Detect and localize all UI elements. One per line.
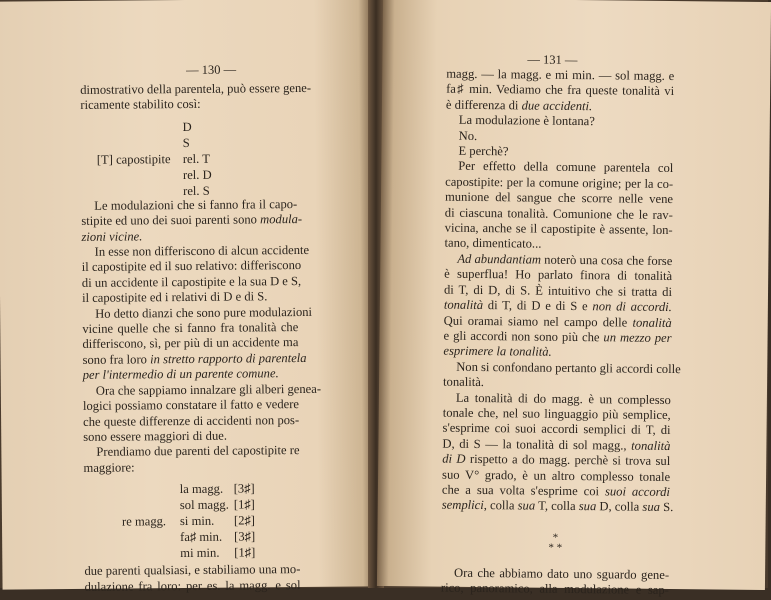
table-accidentals: [1♯] xyxy=(233,497,255,512)
text-line: vicine quelle che si fanno fra tonalità che xyxy=(82,320,299,336)
text-line: maggiore: xyxy=(83,460,135,475)
text-line: vicina, anche se il capostipite è assente, lon- xyxy=(444,220,673,238)
table-key: si min. xyxy=(179,513,215,529)
text-line: logici possiamo constatare il fatto e vedere xyxy=(82,397,300,413)
table-key: fa♯ min. xyxy=(180,529,223,545)
text-line: di un accidente il capostipite e la sua D e S, xyxy=(81,273,302,290)
table-key: la magg. xyxy=(179,481,224,497)
table-key: sol magg. xyxy=(179,497,229,513)
text-line: tonale che, nel suo linguaggio più semplice, xyxy=(442,405,671,422)
text-line: Per effetto della comune parentela col xyxy=(458,159,674,176)
text-line: dulazione fra loro: per es. la magg. e sol xyxy=(84,577,301,594)
text-line: D, di S — la tonalità di sol magg., tonalità xyxy=(442,436,671,453)
text-line: magg. — la magg. e mi min. — sol magg. e xyxy=(446,66,675,84)
text-line: dimostrativo della parentela, può essere gene- xyxy=(80,80,312,97)
text-line: Qui oramai siamo nel campo delle tonalità xyxy=(443,313,672,330)
text-line: rico, panoramico, alla modulazione e sap- xyxy=(440,580,669,598)
text-line: fa♯ min. Vediamo che fra queste tonalità vi xyxy=(446,82,675,99)
table-key: mi min. xyxy=(180,545,220,561)
diagram-rel-s: rel. S xyxy=(183,183,210,198)
right-page-text xyxy=(440,66,681,599)
text-line: No. xyxy=(458,128,478,143)
left-page xyxy=(0,0,375,594)
text-line: il capostipite ed i relativi di D e di S. xyxy=(81,289,268,306)
text-line: zioni vicine. xyxy=(81,229,143,244)
text-line: che a sua volta s'esprime coi suoi accordi xyxy=(441,482,671,499)
text-line: e gli accordi non sono più che un mezzo per xyxy=(443,328,672,345)
left-page-text xyxy=(80,80,322,595)
text-line: ricamente stabilito così: xyxy=(80,97,201,113)
text-line: La modulazione è lontana? xyxy=(458,113,595,129)
text-line: Ora che sappiamo innalzare gli alberi genea- xyxy=(95,381,322,398)
diagram-d: D xyxy=(182,119,192,134)
text-line: è differenza di due accidenti. xyxy=(445,97,593,113)
text-line: di D rispetto a do magg. perchè si trova sul xyxy=(442,451,671,469)
text-line: di T, di D, di S. È intuitivo che si tratta di xyxy=(443,282,673,299)
parentela-diagram xyxy=(80,112,297,198)
text-line: che queste differenze di accidenti non pos- xyxy=(83,412,300,429)
text-line: il capostipite ed il suo relativo: differiscono xyxy=(81,258,302,275)
text-line: Le modulazioni che si fanno fra il capo- xyxy=(94,196,298,213)
text-line: Ho detto dianzi che sono pure modulazioni xyxy=(95,304,313,321)
section-break-asterisks: * * * xyxy=(548,531,563,554)
text-line: capostipite: per la comune origine; per la co- xyxy=(445,174,674,191)
diagram-rel-t: rel. T xyxy=(182,151,210,166)
page-number-right: — 131 — xyxy=(527,52,578,68)
diagram-rel-d: rel. D xyxy=(182,167,212,182)
table-accidentals: [1♯] xyxy=(234,545,256,560)
page-number-left: — 130 — xyxy=(185,62,237,77)
table-accidentals: [3♯] xyxy=(233,481,255,496)
key-relations-table xyxy=(84,480,301,564)
text-line: sono essere maggiori di due. xyxy=(83,428,228,444)
right-page xyxy=(377,0,771,598)
text-line: è superflua! Ho parlato finora di tonalità xyxy=(444,266,673,284)
text-line: Prendiamo due parenti del capostipite re xyxy=(96,443,300,460)
text-line: s'esprime coi suoi accordi semplici di T, di xyxy=(442,420,671,438)
text-line: stipite ed uno dei suoi parenti sono modula- xyxy=(81,212,303,229)
diagram-capostipite: [T] capostipite xyxy=(96,151,171,167)
text-line: semplici, colla sua T, colla sua D, colla sua S. xyxy=(441,498,674,515)
text-line: di ciascuna tonalità. Comunione che le rav- xyxy=(444,205,673,222)
text-line: due parenti qualsiasi, e stabiliamo una mo- xyxy=(84,562,301,579)
diagram-s: S xyxy=(182,135,190,150)
text-line: per l'intermedio di un parente comune. xyxy=(82,366,279,383)
text-line: E perchè? xyxy=(458,143,509,159)
text-line: In esse non differiscono di alcun accidente xyxy=(94,242,310,259)
text-line: sono fra loro in stretto rapporto di parentela xyxy=(82,350,307,367)
text-line: munione del sangue che scorre nelle vene xyxy=(444,189,674,207)
text-line: suo V° grado, è un altro complesso tonale xyxy=(442,467,671,484)
text-line: esprimere la tonalità. xyxy=(443,343,552,360)
text-line: Ad abundantiam noterò una cosa che forse xyxy=(457,251,673,268)
text-line: Non si confondano pertanto gli accordi colle xyxy=(456,359,681,376)
table-root-key: re magg. xyxy=(121,514,167,529)
text-line: tonalità. xyxy=(443,374,485,390)
text-line: La tonalità di do magg. è un complesso xyxy=(455,390,671,407)
text-line: Ora che abbiamo dato uno sguardo gene- xyxy=(454,565,670,582)
text-line: tano, dimenticato... xyxy=(444,236,542,252)
text-line: differiscono, sì, per più di un accidente ma xyxy=(82,335,299,352)
table-accidentals: [3♯] xyxy=(234,529,256,544)
text-line: tonalità di T, di D e di S e non di accordi. xyxy=(443,297,672,315)
table-accidentals: [2♯] xyxy=(233,513,256,528)
